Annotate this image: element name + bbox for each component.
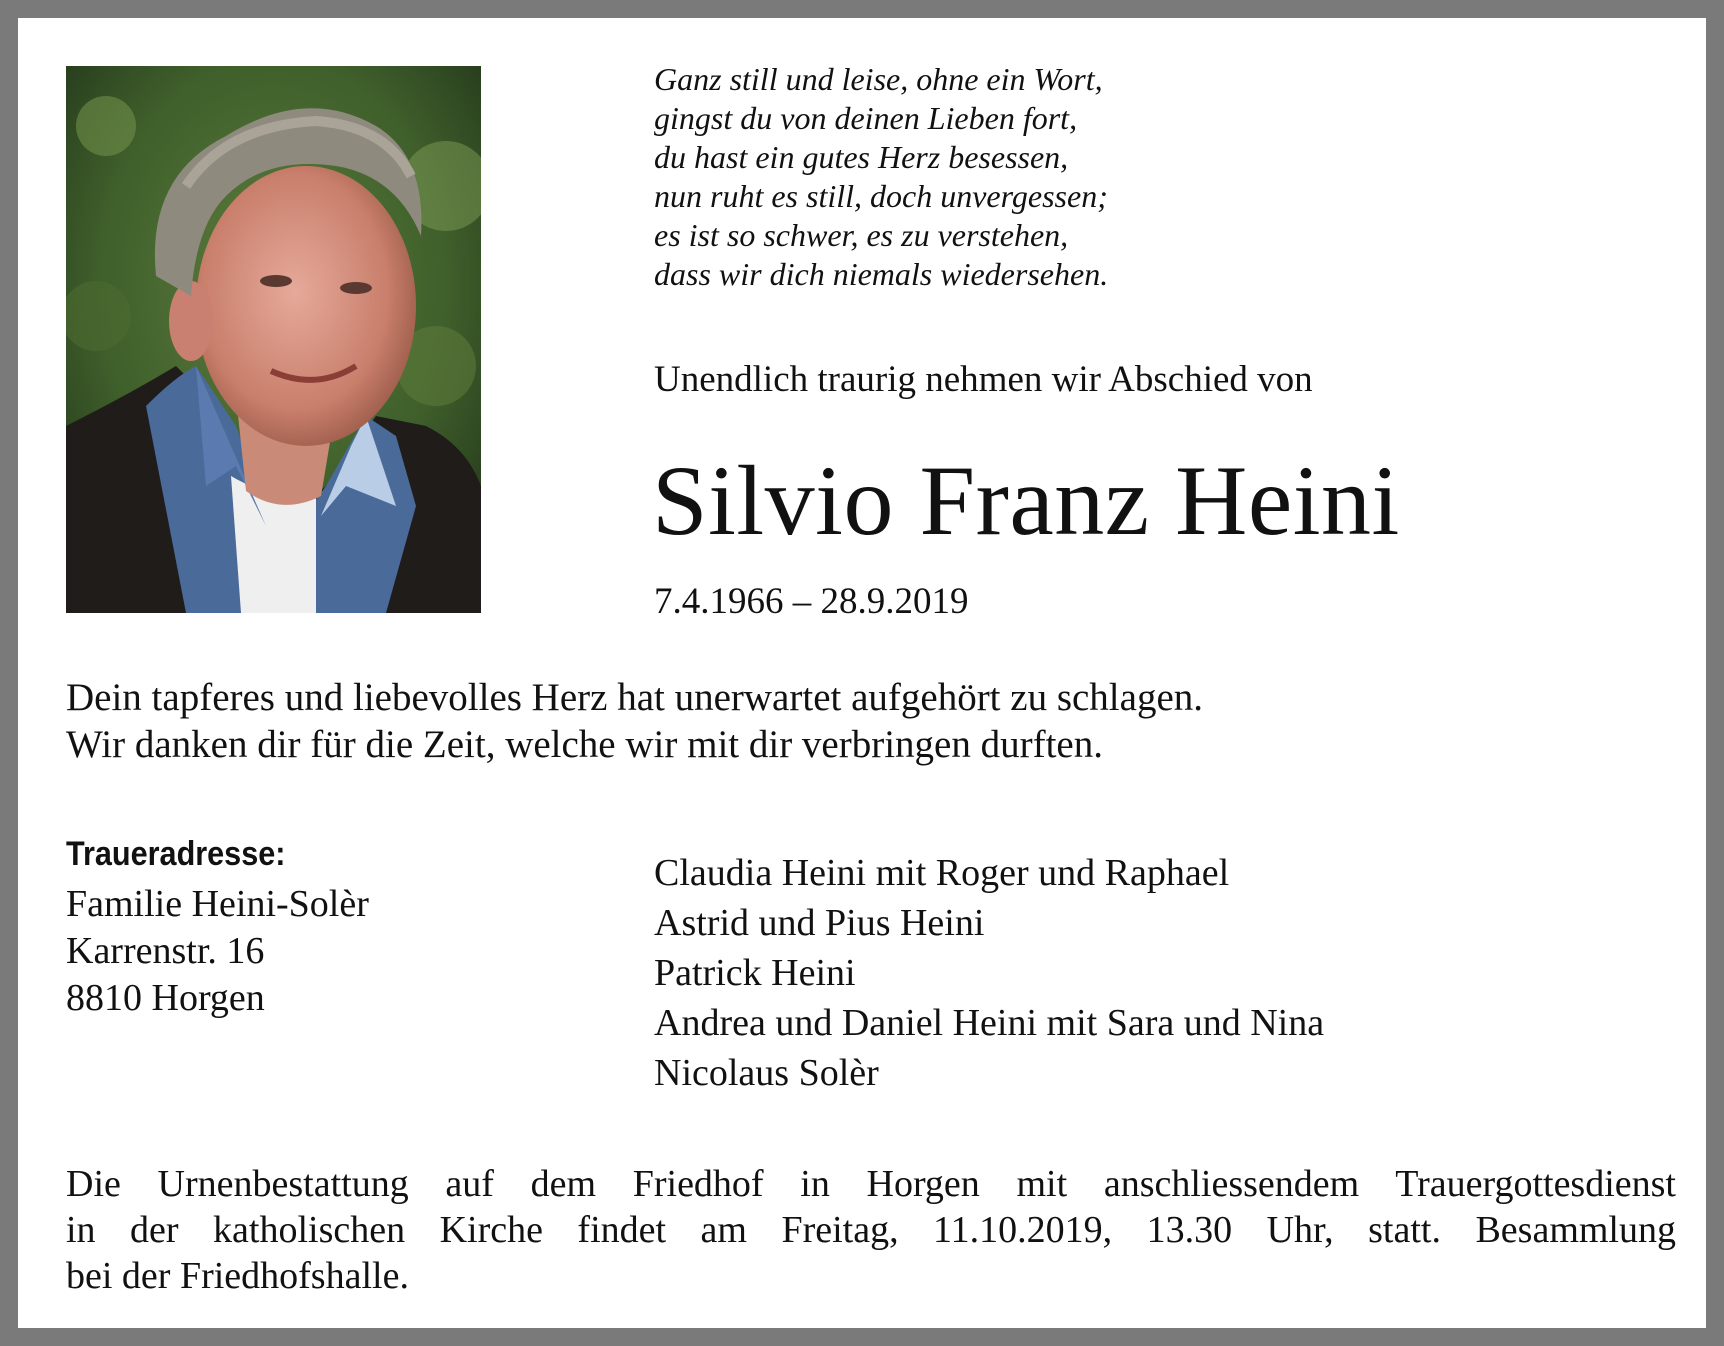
funeral-service-info bbox=[66, 1161, 1676, 1299]
poem-line: dass wir dich niemals wiedersehen. bbox=[654, 256, 1109, 292]
poem-line: Ganz still und leise, ohne ein Wort, bbox=[654, 61, 1103, 97]
poem-line: nun ruht es still, doch unvergessen; bbox=[654, 178, 1108, 214]
deceased-name: Silvio Franz Heini bbox=[652, 445, 1400, 556]
service-line: in der katholischen Kirche findet am Freitag, 11.10.2019, 13.30 Uhr, statt. Besammlung bbox=[66, 1209, 1676, 1251]
service-line: Die Urnenbestattung auf dem Friedhof in Horgen mit anschliessendem Trauergottesdienst bbox=[66, 1163, 1676, 1205]
mourner-item: Patrick Heini bbox=[654, 952, 856, 994]
mourners-list bbox=[654, 848, 1324, 1098]
portrait-photo bbox=[66, 66, 481, 613]
service-line: bei der Friedhofshalle. bbox=[66, 1255, 409, 1297]
message-line: Wir danken dir für die Zeit, welche wir mit dir verbringen durften. bbox=[66, 723, 1103, 766]
message-line: Dein tapferes und liebevolles Herz hat unerwartet aufgehört zu schlagen. bbox=[66, 676, 1204, 719]
mourner-item: Andrea und Daniel Heini mit Sara und Nina bbox=[654, 1002, 1325, 1044]
mourner-item: Claudia Heini mit Roger und Raphael bbox=[654, 852, 1230, 894]
farewell-message bbox=[66, 674, 1203, 768]
address-line: Familie Heini-Solèr bbox=[66, 883, 369, 925]
memorial-poem bbox=[654, 60, 1214, 294]
farewell-intro: Unendlich traurig nehmen wir Abschied von bbox=[654, 359, 1313, 400]
poem-line: es ist so schwer, es zu verstehen, bbox=[654, 217, 1069, 253]
address-line: 8810 Horgen bbox=[66, 977, 265, 1019]
mourning-address bbox=[66, 834, 369, 1022]
obituary-notice bbox=[18, 18, 1706, 1328]
poem-line: du hast ein gutes Herz besessen, bbox=[654, 139, 1069, 175]
mourner-item: Nicolaus Solèr bbox=[654, 1052, 879, 1094]
address-heading: Traueradresse: bbox=[66, 835, 286, 873]
life-dates: 7.4.1966 – 28.9.2019 bbox=[654, 581, 969, 622]
poem-line: gingst du von deinen Lieben fort, bbox=[654, 100, 1078, 136]
mourner-item: Astrid und Pius Heini bbox=[654, 902, 985, 944]
address-line: Karrenstr. 16 bbox=[66, 930, 265, 972]
portrait-image bbox=[66, 66, 481, 613]
